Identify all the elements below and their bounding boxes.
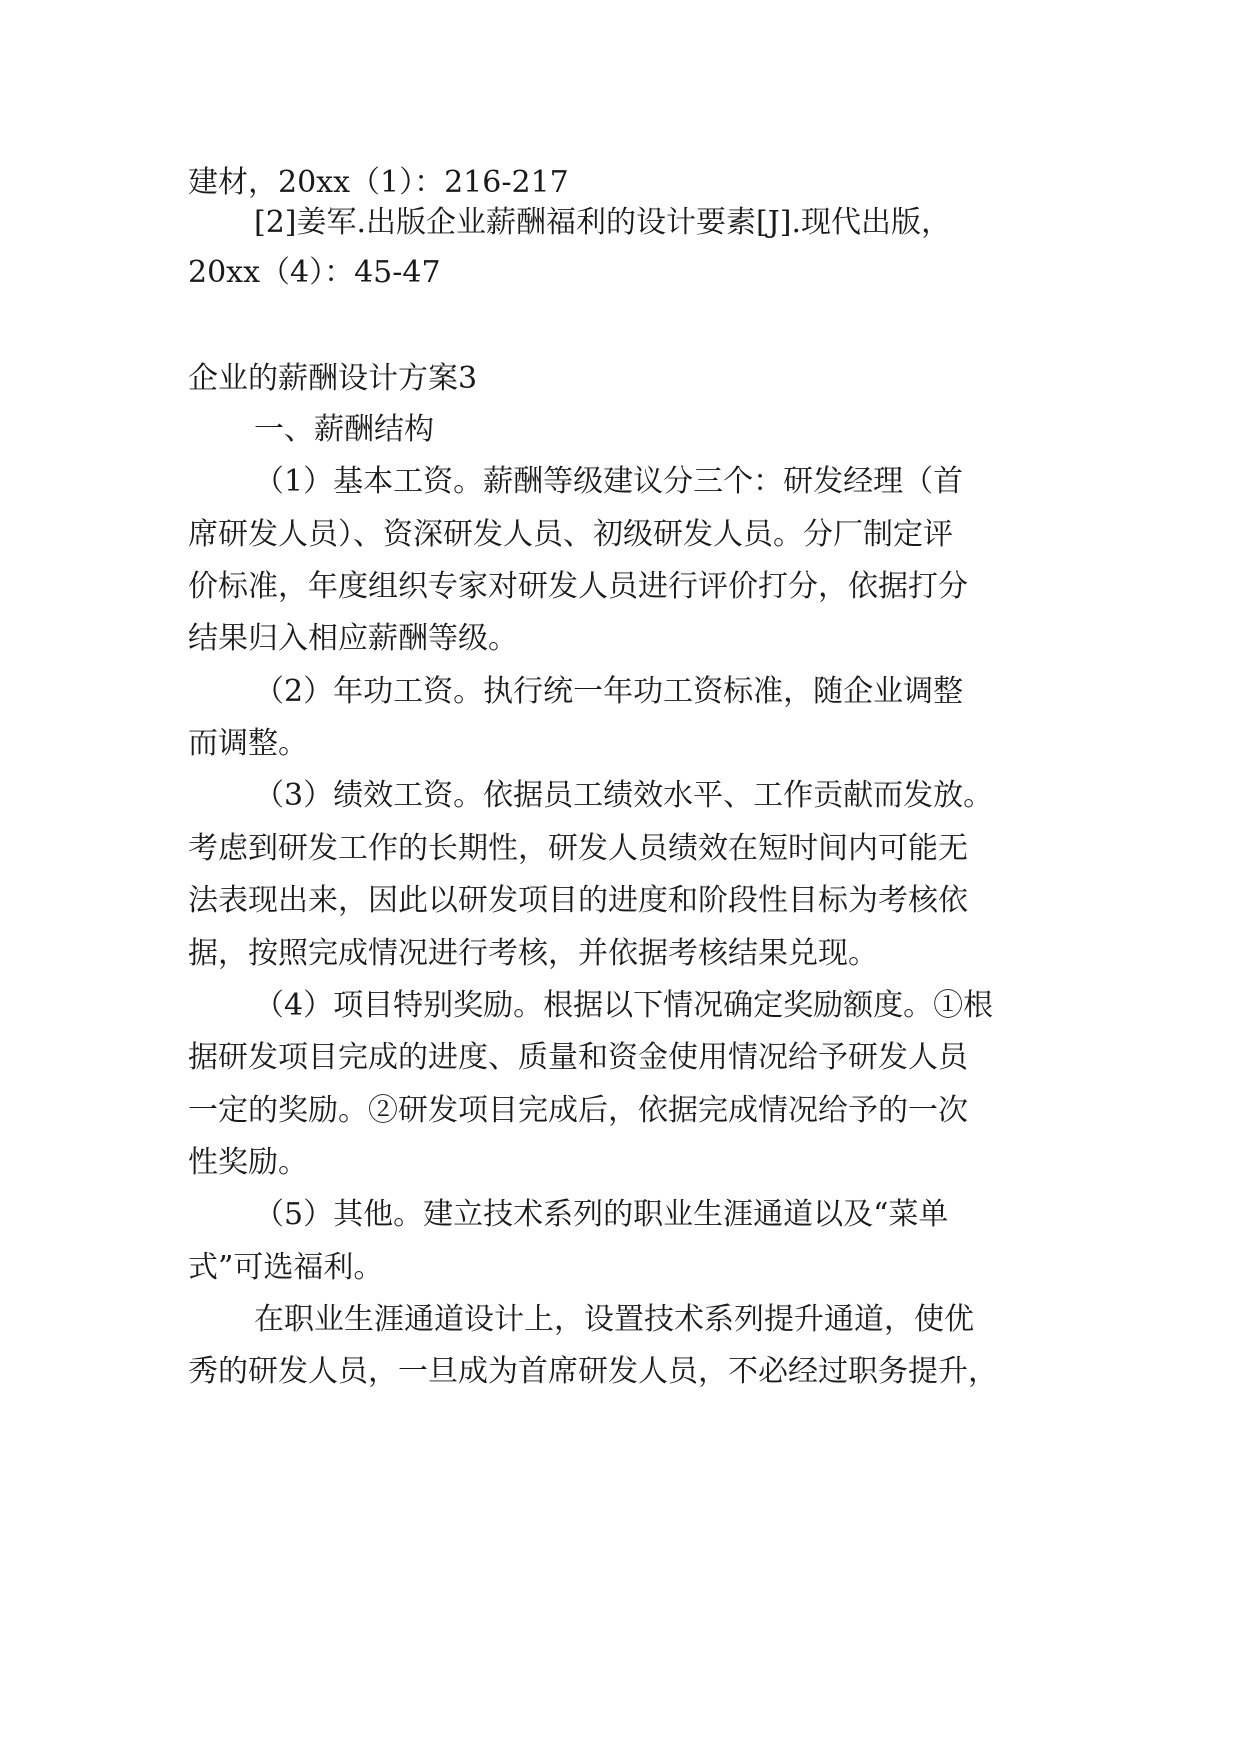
body-line: 性奖励。 (188, 1145, 308, 1180)
body-line: 席研发人员）、资深研发人员、初级研发人员。分厂制定评 (188, 517, 953, 552)
subheading: 一、薪酬结构 (254, 412, 434, 447)
body-line: 在职业生涯通道设计上，设置技术系列提升通道，使优 (254, 1302, 974, 1337)
body-line: 而调整。 (188, 726, 308, 761)
body-line: 结果归入相应薪酬等级。 (188, 621, 518, 656)
reference-line: 20xx（4）：45-47 (188, 255, 441, 290)
section-title: 企业的薪酬设计方案3 (188, 361, 478, 396)
body-line: （5）其他。建立技术系列的职业生涯通道以及“菜单 (254, 1197, 949, 1232)
body-line: 据研发项目完成的进度、质量和资金使用情况给予研发人员 (188, 1040, 968, 1075)
body-line: （1）基本工资。薪酬等级建议分三个：研发经理（首 (254, 464, 964, 499)
body-line: 价标准，年度组织专家对研发人员进行评价打分，依据打分 (188, 569, 968, 604)
body-line: （4）项目特别奖励。根据以下情况确定奖励额度。①根 (254, 988, 994, 1023)
body-line: 式”可选福利。 (188, 1250, 384, 1285)
body-line: 秀的研发人员，一旦成为首席研发人员，不必经过职务提升， (188, 1354, 998, 1389)
body-line: 一定的奖励。②研发项目完成后，依据完成情况给予的一次 (188, 1093, 968, 1128)
reference-item: [2]姜军.出版企业薪酬福利的设计要素[J].现代出版， (254, 205, 952, 240)
body-line: 考虑到研发工作的长期性，研发人员绩效在短时间内可能无 (188, 831, 968, 866)
body-line: （2）年功工资。执行统一年功工资标准，随企业调整 (254, 674, 964, 709)
body-line: （3）绩效工资。依据员工绩效水平、工作贡献而发放。 (254, 778, 994, 813)
body-line: 据，按照完成情况进行考核，并依据考核结果兑现。 (188, 936, 878, 971)
reference-line: 建材，20xx（1）：216-217 (188, 165, 569, 200)
body-line: 法表现出来，因此以研发项目的进度和阶段性目标为考核依 (188, 883, 968, 918)
